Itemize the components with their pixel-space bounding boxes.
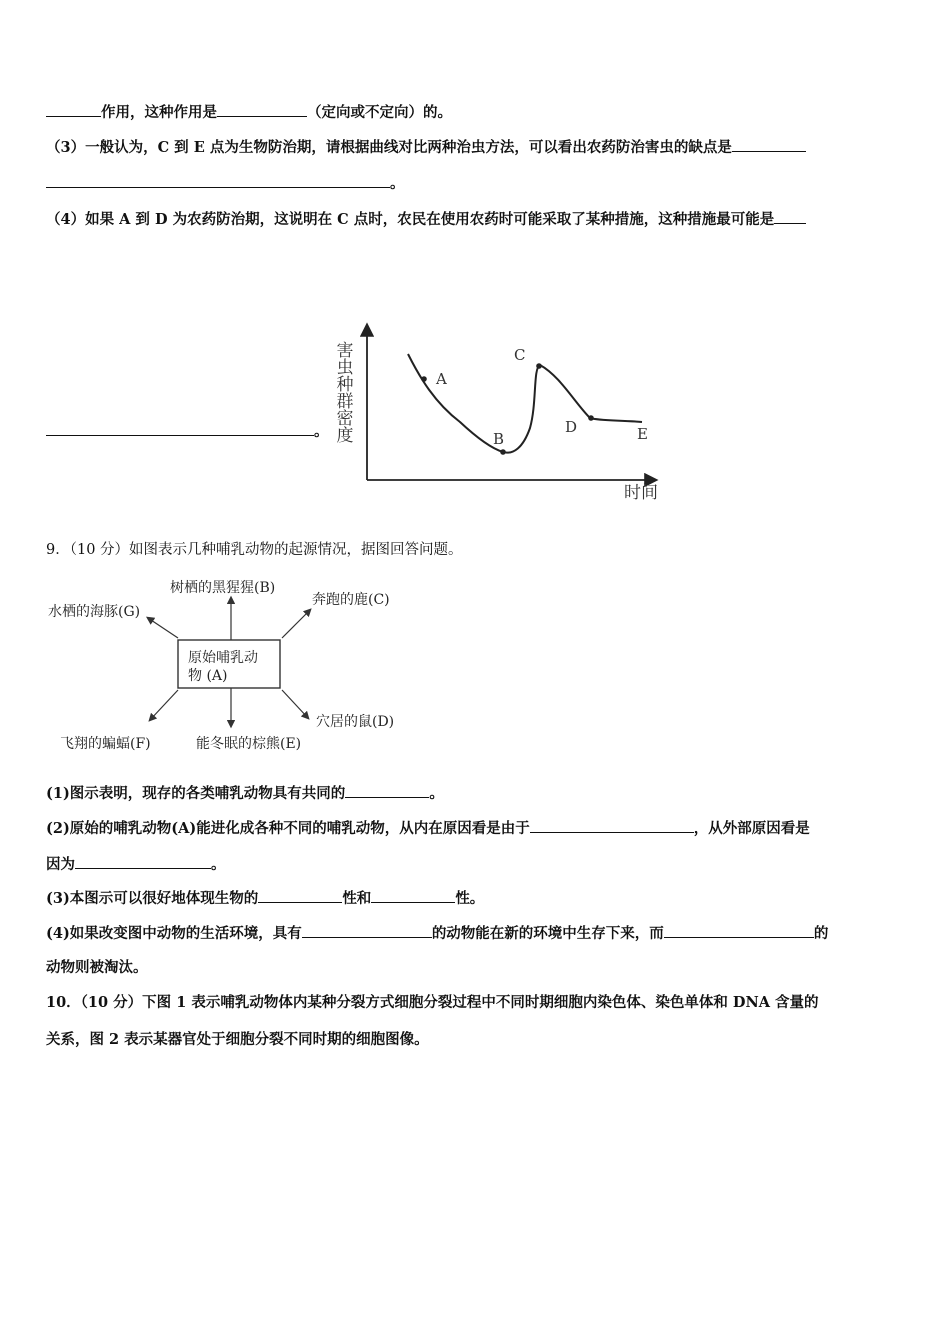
q10-line2-text: 关系，图 2 表示某器官处于细胞分裂不同时期的细胞图像。	[46, 1031, 429, 1048]
arrow-to-f	[150, 690, 178, 720]
q9-sub2b-end: 。	[211, 856, 226, 873]
q9-sub2b	[46, 853, 226, 875]
label-g: 水栖的海豚(G)	[48, 604, 141, 620]
x-axis-label: 时间	[624, 483, 658, 503]
arrow-to-c	[282, 610, 310, 638]
point-d-dot	[588, 415, 594, 421]
point-b-label: B	[493, 430, 505, 448]
answer-blank[interactable]	[345, 782, 429, 798]
pest-density-chart	[325, 318, 670, 508]
q9-sub3	[46, 887, 484, 909]
answer-blank[interactable]	[302, 922, 432, 938]
q9-title	[46, 540, 463, 560]
q8-line5-end: 。	[314, 423, 329, 440]
q8-line2	[46, 136, 806, 158]
answer-blank[interactable]	[732, 136, 806, 152]
point-a-label: A	[436, 370, 447, 388]
q9-sub2b-text: 因为	[46, 856, 75, 873]
q10-line1-text: 10．（10 分）下图 1 表示哺乳动物体内某种分裂方式细胞分裂过程中不同时期细胞内染色体、染色单体和 DNA 含量的	[46, 994, 819, 1011]
q9-sub2-text: (2)原始的哺乳动物(A)能进化成各种不同的哺乳动物，从内在原因看是由于	[46, 820, 530, 837]
label-b: 树栖的黑猩猩(B)	[170, 580, 276, 596]
answer-blank[interactable]	[46, 101, 101, 117]
q8-line1	[46, 101, 452, 123]
label-f: 飞翔的蝙蝠(F)	[60, 736, 151, 752]
q9-sub3-mid: 性和	[342, 890, 372, 907]
q8-line1-text2: （定向或不定向）的。	[307, 104, 452, 121]
q9-sub4-end: 的	[813, 925, 829, 942]
q8-line3-end: 。	[390, 175, 405, 192]
q9-sub4	[46, 922, 828, 944]
q8-line4-text: （4）如果 A 到 D 为农药防治期，这说明在 C 点时，农民在使用农药时可能采取了某种措施，这种措施最可能是	[46, 211, 775, 228]
answer-blank[interactable]	[46, 420, 314, 436]
q9-sub1-end: 。	[429, 785, 444, 802]
point-e-label: E	[637, 425, 648, 443]
q9-sub2	[46, 817, 810, 839]
q9-title-text: 9．（10 分）如图表示几种哺乳动物的起源情况，据图回答问题。	[46, 542, 463, 558]
point-b-dot	[500, 449, 506, 455]
q8-line1-text1: 作用，这种作用是	[101, 104, 217, 121]
label-c: 奔跑的鹿(C)	[312, 592, 390, 608]
q10-line1	[46, 993, 819, 1013]
answer-blank[interactable]	[774, 208, 806, 224]
point-a-dot	[421, 376, 427, 382]
q9-sub4b-text: 动物则被淘汰。	[46, 959, 148, 976]
center-label-line2: 物 (A)	[188, 668, 228, 684]
mammal-origin-diagram	[44, 572, 424, 762]
q8-line3	[46, 172, 405, 194]
svg-text:害虫种群密度: 害虫种群密度	[336, 341, 354, 446]
arrow-to-d	[282, 690, 308, 718]
q8-line2-text: （3）一般认为，C 到 E 点为生物防治期，请根据曲线对比两种治虫方法，可以看出农药防治害虫的缺点是	[46, 139, 732, 156]
answer-blank[interactable]	[371, 887, 455, 903]
center-label-line1: 原始哺乳动	[188, 650, 258, 666]
y-axis-label	[337, 341, 354, 446]
answer-blank[interactable]	[258, 887, 342, 903]
q9-sub1-text: (1)图示表明，现存的各类哺乳动物具有共同的	[46, 785, 346, 802]
point-c-dot	[536, 363, 542, 369]
q9-sub2-mid: ，从外部原因看是	[693, 820, 810, 837]
point-d-label: D	[565, 418, 578, 436]
q9-sub1	[46, 782, 444, 804]
q9-sub4-mid: 的动物能在新的环境中生存下来，而	[431, 925, 664, 942]
q9-sub4b	[46, 958, 148, 978]
answer-blank[interactable]	[217, 101, 307, 117]
q8-line5	[46, 420, 329, 442]
point-c-label: C	[514, 346, 526, 364]
answer-blank[interactable]	[530, 817, 694, 833]
answer-blank[interactable]	[75, 853, 211, 869]
label-e: 能冬眠的棕熊(E)	[196, 736, 302, 752]
pest-curve	[408, 354, 642, 453]
q9-sub3-end: 性。	[455, 890, 485, 907]
answer-blank[interactable]	[46, 172, 390, 188]
q9-sub3-text: (3)本图示可以很好地体现生物的	[46, 890, 259, 907]
q10-line2	[46, 1030, 429, 1050]
q8-line4	[46, 208, 806, 230]
arrow-to-g	[148, 618, 178, 638]
q9-sub4-text: (4)如果改变图中动物的生活环境，具有	[46, 925, 302, 942]
answer-blank[interactable]	[664, 922, 814, 938]
label-d: 穴居的鼠(D)	[316, 714, 395, 730]
